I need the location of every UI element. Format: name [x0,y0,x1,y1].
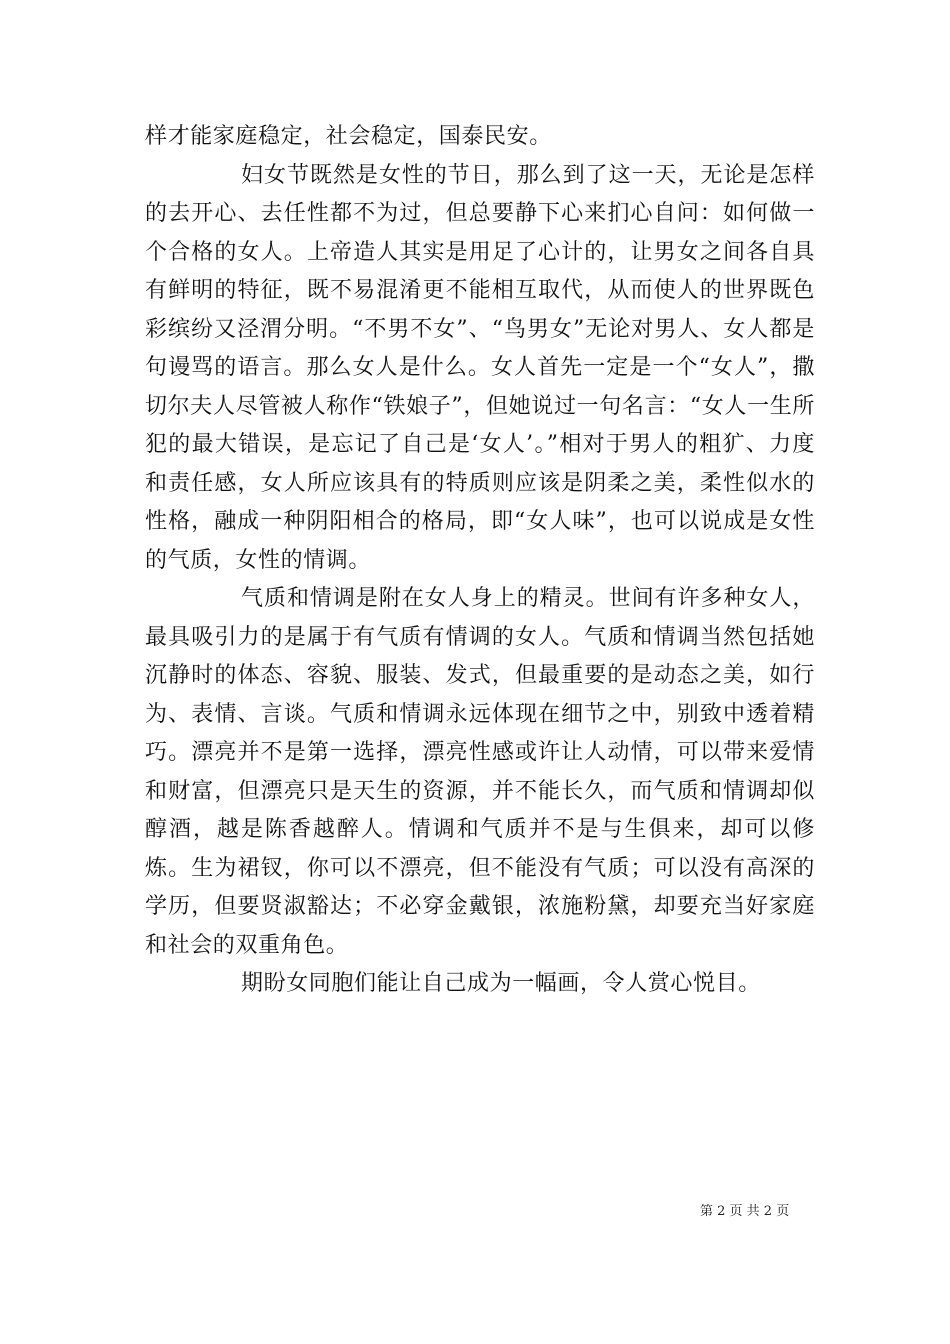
paragraph-womens-day: 妇女节既然是女性的节日，那么到了这一天，无论是怎样的去开心、去任性都不为过，但总要静下心来扪心自问：如何做一个合格的女人。上帝造人其实是用足了心计的，让男女之间各自具有鲜明的特征，既不易混淆更不能相互取代，从而使人的世界既色彩缤纷又泾渭分明。“不男不女”、“鸟男女”无论对男人、女人都是句谩骂的语言。那么女人是什么。女人首先一定是一个“女人”，撒切尔夫人尽管被人称作“铁娘子”，但她说过一句名言：“女人一生所犯的最大错误，是忘记了自己是‘女人’。”相对于男人的粗犷、力度和责任感，女人所应该具有的特质则应该是阴柔之美，柔性似水的性格，融成一种阴阳相合的格局，即“女人味”，也可以说成是女性的气质，女性的情调。 [145,162,815,573]
document-body [145,118,815,1004]
paragraph-continuation: 样才能家庭稳定，社会稳定，国泰民安。 [145,124,552,149]
paragraph-temperament: 气质和情调是附在女人身上的精灵。世间有许多种女人，最具吸引力的是属于有气质有情调的女人。气质和情调当然包括她沉静时的体态、容貌、服装、发式，但最重要的是动态之美，如行为、表情、言谈。气质和情调永远体现在细节之中，别致中透着精巧。漂亮并不是第一选择，漂亮性感或许让人动情，可以带来爱情和财富，但漂亮只是天生的资源，并不能长久，而气质和情调却似醇酒，越是陈香越醉人。情调和气质并不是与生俱来，却可以修炼。生为裙钗，你可以不漂亮，但不能没有气质；可以没有高深的学历，但要贤淑豁达；不必穿金戴银，浓施粉黛，却要充当好家庭和社会的双重角色。 [145,586,815,958]
paragraph-closing: 期盼女同胞们能让自己成为一幅画，令人赏心悦目。 [241,971,761,996]
page-number-footer: 第 2 页 共 2 页 [700,1204,790,1219]
